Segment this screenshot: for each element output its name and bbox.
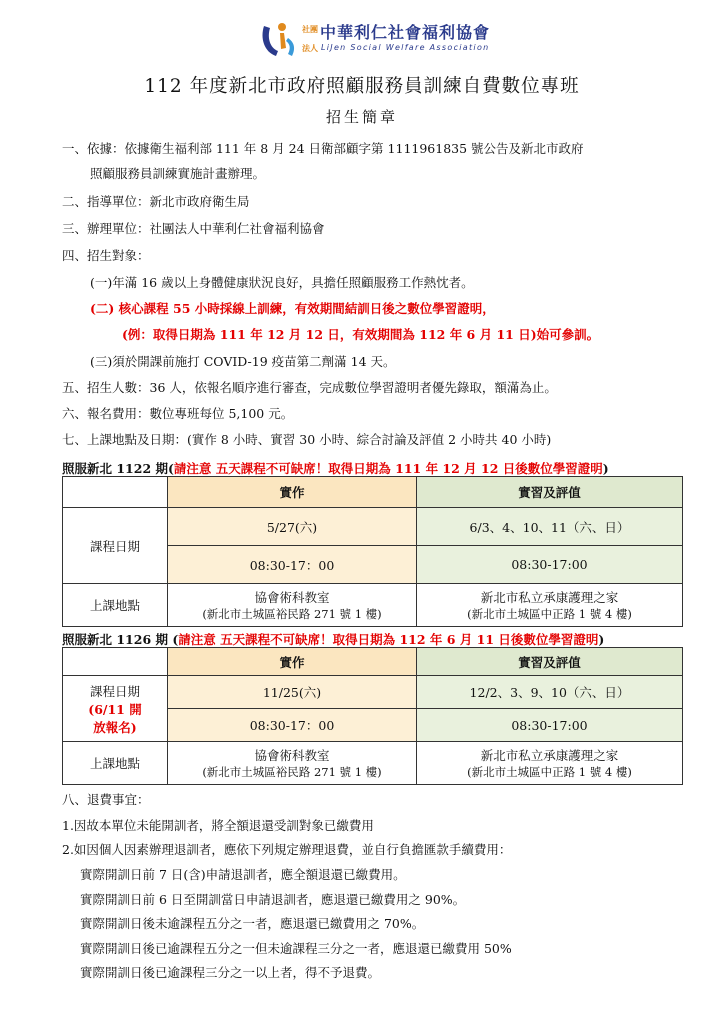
class1-place-practice-name: 協會術科教室 <box>254 590 330 605</box>
class2-place-practice-address: (新北市土城區裕民路 271 號 1 樓) <box>202 765 382 779</box>
class2-row-date-note1: (6/11 開 <box>88 701 142 717</box>
class2-place-internship-name: 新北市私立承康護理之家 <box>480 748 619 763</box>
class1-place-practice <box>168 584 417 627</box>
logo-figure-icon <box>258 18 302 62</box>
class2-schedule-table <box>62 647 683 785</box>
item-basis-line2: 照顧服務員訓練實施計畫辦理。 <box>90 166 266 181</box>
class1-row-place-label: 上課地點 <box>63 584 168 627</box>
refund-heading: 八、退費事宜： <box>62 792 150 807</box>
class2-row-date-label <box>63 676 168 742</box>
class2-row-date-note2: 放報名) <box>93 719 137 735</box>
logo-english-name: LiJen Social Welfare Association <box>321 43 490 52</box>
class2-title-note: 請注意 五天課程不可缺席！取得日期為 112 年 6 月 11 日後數位學習證明 <box>178 632 599 647</box>
class2-title-name: 照服新北 1126 期 ( <box>62 632 179 647</box>
refund-rule-2a: 實際開訓日前 7 日(含)申請退訓者，應全額退還已繳費用。 <box>80 867 406 882</box>
refund-rule-2d: 實際開訓日後已逾課程五分之一但未逾課程三分之一者，應退還已繳費用 50% <box>80 941 512 956</box>
class1-place-internship-address: (新北市土城區中正路 1 號 4 樓) <box>467 607 632 621</box>
class2-corner-cell <box>63 648 168 676</box>
item-fee: 六、報名費用：數位專班每位 5,100 元。 <box>62 406 294 421</box>
class2-head-internship: 實習及評值 <box>417 648 683 676</box>
item-quota: 五、招生人數：36 人，依報名順序進行審查，完成數位學習證明者優先錄取，額滿為止。 <box>62 380 557 395</box>
class1-row-date-label: 課程日期 <box>63 508 168 584</box>
refund-rule-2e: 實際開訓日後已逾課程三分之一以上者，得不予退費。 <box>80 965 381 980</box>
class1-title-end: ) <box>602 461 609 476</box>
class1-time-internship: 08:30-17:00 <box>417 546 683 584</box>
class2-row-date-text: 課程日期 <box>89 683 140 699</box>
class1-head-internship: 實習及評值 <box>417 477 683 508</box>
class2-place-internship <box>417 742 683 785</box>
refund-rule-2b: 實際開訓日前 6 日至開訓當日申請退訓者，應退還已繳費用之 90%。 <box>80 892 466 907</box>
class1-corner-cell <box>63 477 168 508</box>
class1-date-internship: 6/3、4、10、11（六、日） <box>417 508 683 546</box>
item-target-3: (三)須於開課前施打 COVID-19 疫苗第二劑滿 14 天。 <box>90 354 396 369</box>
logo-small-text-top: 社團 <box>302 24 318 34</box>
class1-place-internship <box>417 584 683 627</box>
item-target-heading: 四、招生對象： <box>62 248 150 263</box>
class1-date-practice: 5/27(六) <box>168 508 417 546</box>
class1-title-note: 請注意 五天課程不可缺席！取得日期為 111 年 12 月 12 日後數位學習證明 <box>173 461 603 476</box>
class1-title <box>62 459 609 477</box>
class2-date-practice: 11/25(六) <box>168 676 417 709</box>
class1-title-name: 照服新北 1122 期( <box>62 461 174 476</box>
item-target-2: (二) 核心課程 55 小時採線上訓練，有效期間結訓日後之數位學習證明， <box>90 301 495 316</box>
refund-rule-2c: 實際開訓日後未逾課程五分之一者，應退還已繳費用之 70%。 <box>80 916 425 931</box>
refund-rule-1: 1.因故本單位未能開訓者，將全額退還受訓對象已繳費用 <box>62 818 374 833</box>
class2-title <box>62 630 604 648</box>
class1-place-practice-address: (新北市土城區裕民路 271 號 1 樓) <box>202 607 382 621</box>
class2-place-practice-name: 協會術科教室 <box>254 748 330 763</box>
class1-time-practice: 08:30-17：00 <box>168 546 417 584</box>
item-host-unit: 三、辦理單位：社團法人中華利仁社會福利協會 <box>62 221 325 236</box>
class2-place-internship-address: (新北市土城區中正路 1 號 4 樓) <box>467 765 632 779</box>
class1-place-internship-name: 新北市私立承康護理之家 <box>480 590 619 605</box>
class2-place-practice <box>168 742 417 785</box>
logo-small-text-bottom: 法人 <box>302 43 318 53</box>
refund-rule-2: 2.如因個人因素辦理退訓者，應依下列規定辦理退費，並自行負擔匯款手續費用： <box>62 842 512 857</box>
class1-head-practice: 實作 <box>168 477 417 508</box>
class2-date-internship: 12/2、3、9、10（六、日） <box>417 676 683 709</box>
item-target-2-example: (例：取得日期為 111 年 12 月 12 日，有效期間為 112 年 6 月 11 日)始可參訓。 <box>122 327 600 342</box>
class2-time-practice: 08:30-17：00 <box>168 709 417 742</box>
class2-head-practice: 實作 <box>168 648 417 676</box>
page-subtitle: 招生簡章 <box>325 108 398 126</box>
association-logo <box>258 18 491 62</box>
item-target-1: (一)年滿 16 歲以上身體健康狀況良好，具擔任照顧服務工作熱忱者。 <box>90 275 474 290</box>
item-basis-line1: 一、依據：依據衛生福利部 111 年 8 月 24 日衛部顧字第 1111961835 號公告及新北市政府 <box>62 141 584 156</box>
class2-time-internship: 08:30-17:00 <box>417 709 683 742</box>
item-schedule: 七、上課地點及日期：(實作 8 小時、實習 30 小時、綜合討論及評值 2 小時共 40 小時) <box>62 432 552 447</box>
class2-title-end: ) <box>598 632 605 647</box>
class2-row-place-label: 上課地點 <box>63 742 168 785</box>
class1-schedule-table <box>62 476 683 627</box>
item-guide-unit: 二、指導單位：新北市政府衛生局 <box>62 194 250 209</box>
logo-name: 中華利仁社會福利協會 <box>320 23 491 42</box>
page-title: 112 年度新北市政府照顧服務員訓練自費數位專班 <box>144 76 580 97</box>
